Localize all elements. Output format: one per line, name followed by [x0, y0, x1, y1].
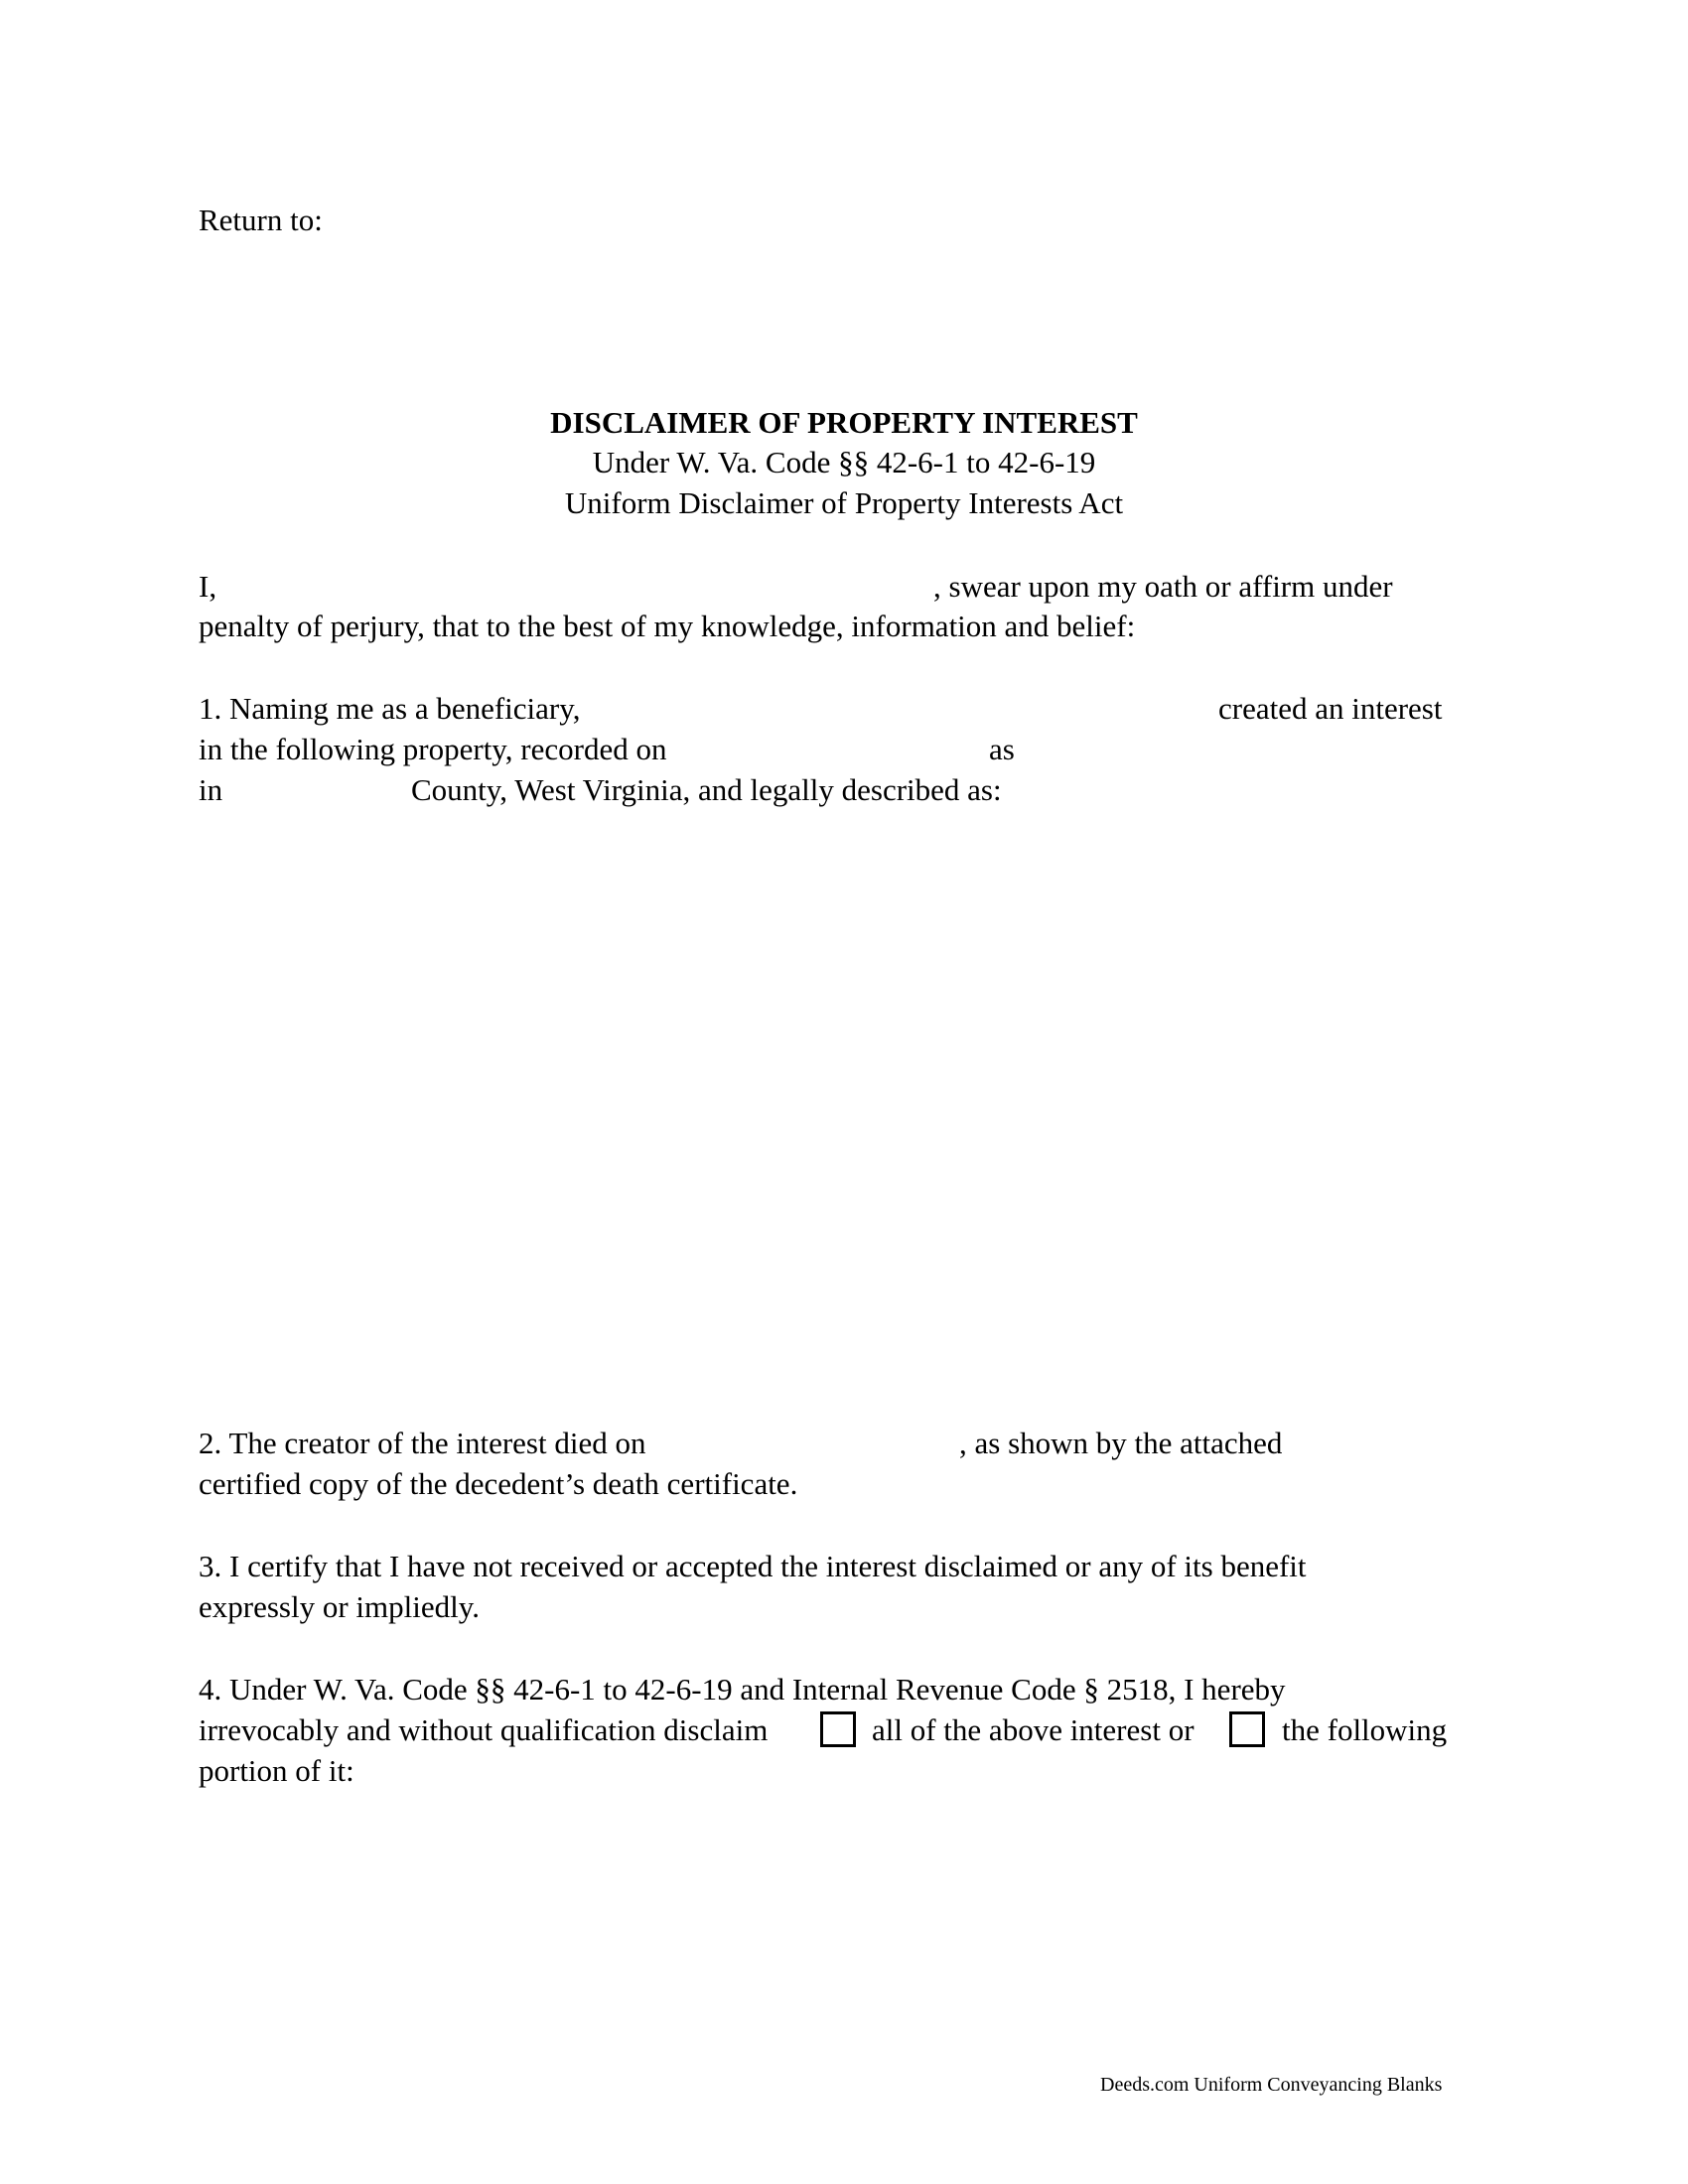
oath-swear: , swear upon my oath or affirm under	[933, 569, 1393, 604]
document-subtitle-code: Under W. Va. Code §§ 42-6-1 to 42-6-19	[592, 445, 1096, 479]
para3-line2: expressly or impliedly.	[199, 1589, 480, 1624]
para4-following: the following	[1282, 1712, 1448, 1747]
para1-county: County, West Virginia, and legally described as:	[411, 772, 1002, 807]
para1-naming: 1. Naming me as a beneficiary,	[199, 691, 581, 726]
footer-publisher: Deeds.com Uniform Conveyancing Blanks	[1100, 2074, 1443, 2096]
para1-in: in	[199, 772, 223, 807]
oath-penalty: penalty of perjury, that to the best of my knowledge, information and belief:	[199, 609, 1136, 643]
para1-as: as	[989, 732, 1015, 766]
para4-portion: portion of it:	[199, 1753, 354, 1788]
para4-all-above: all of the above interest or	[872, 1712, 1195, 1747]
para2-creator: 2. The creator of the interest died on	[199, 1426, 646, 1460]
para3-line1: 3. I certify that I have not received or accepted the interest disclaimed or any of its benefit	[199, 1549, 1307, 1583]
document-title: DISCLAIMER OF PROPERTY INTEREST	[550, 405, 1138, 440]
para2-shown: , as shown by the attached	[959, 1426, 1283, 1460]
para2-certified: certified copy of the decedent’s death certificate.	[199, 1466, 798, 1501]
document-subtitle-act: Uniform Disclaimer of Property Interests Act	[564, 485, 1124, 520]
para4-irrevocably: irrevocably and without qualification disclaim	[199, 1712, 769, 1747]
para4-line1: 4. Under W. Va. Code §§ 42-6-1 to 42-6-19 and Internal Revenue Code § 2518, I hereby	[199, 1672, 1286, 1706]
para1-following: in the following property, recorded on	[199, 732, 667, 766]
return-to-label: Return to:	[199, 203, 323, 237]
para1-created: created an interest	[1218, 691, 1443, 726]
disclaim-portion-checkbox[interactable]	[1229, 1711, 1265, 1747]
oath-i: I,	[199, 569, 217, 604]
disclaim-all-checkbox[interactable]	[820, 1711, 856, 1747]
